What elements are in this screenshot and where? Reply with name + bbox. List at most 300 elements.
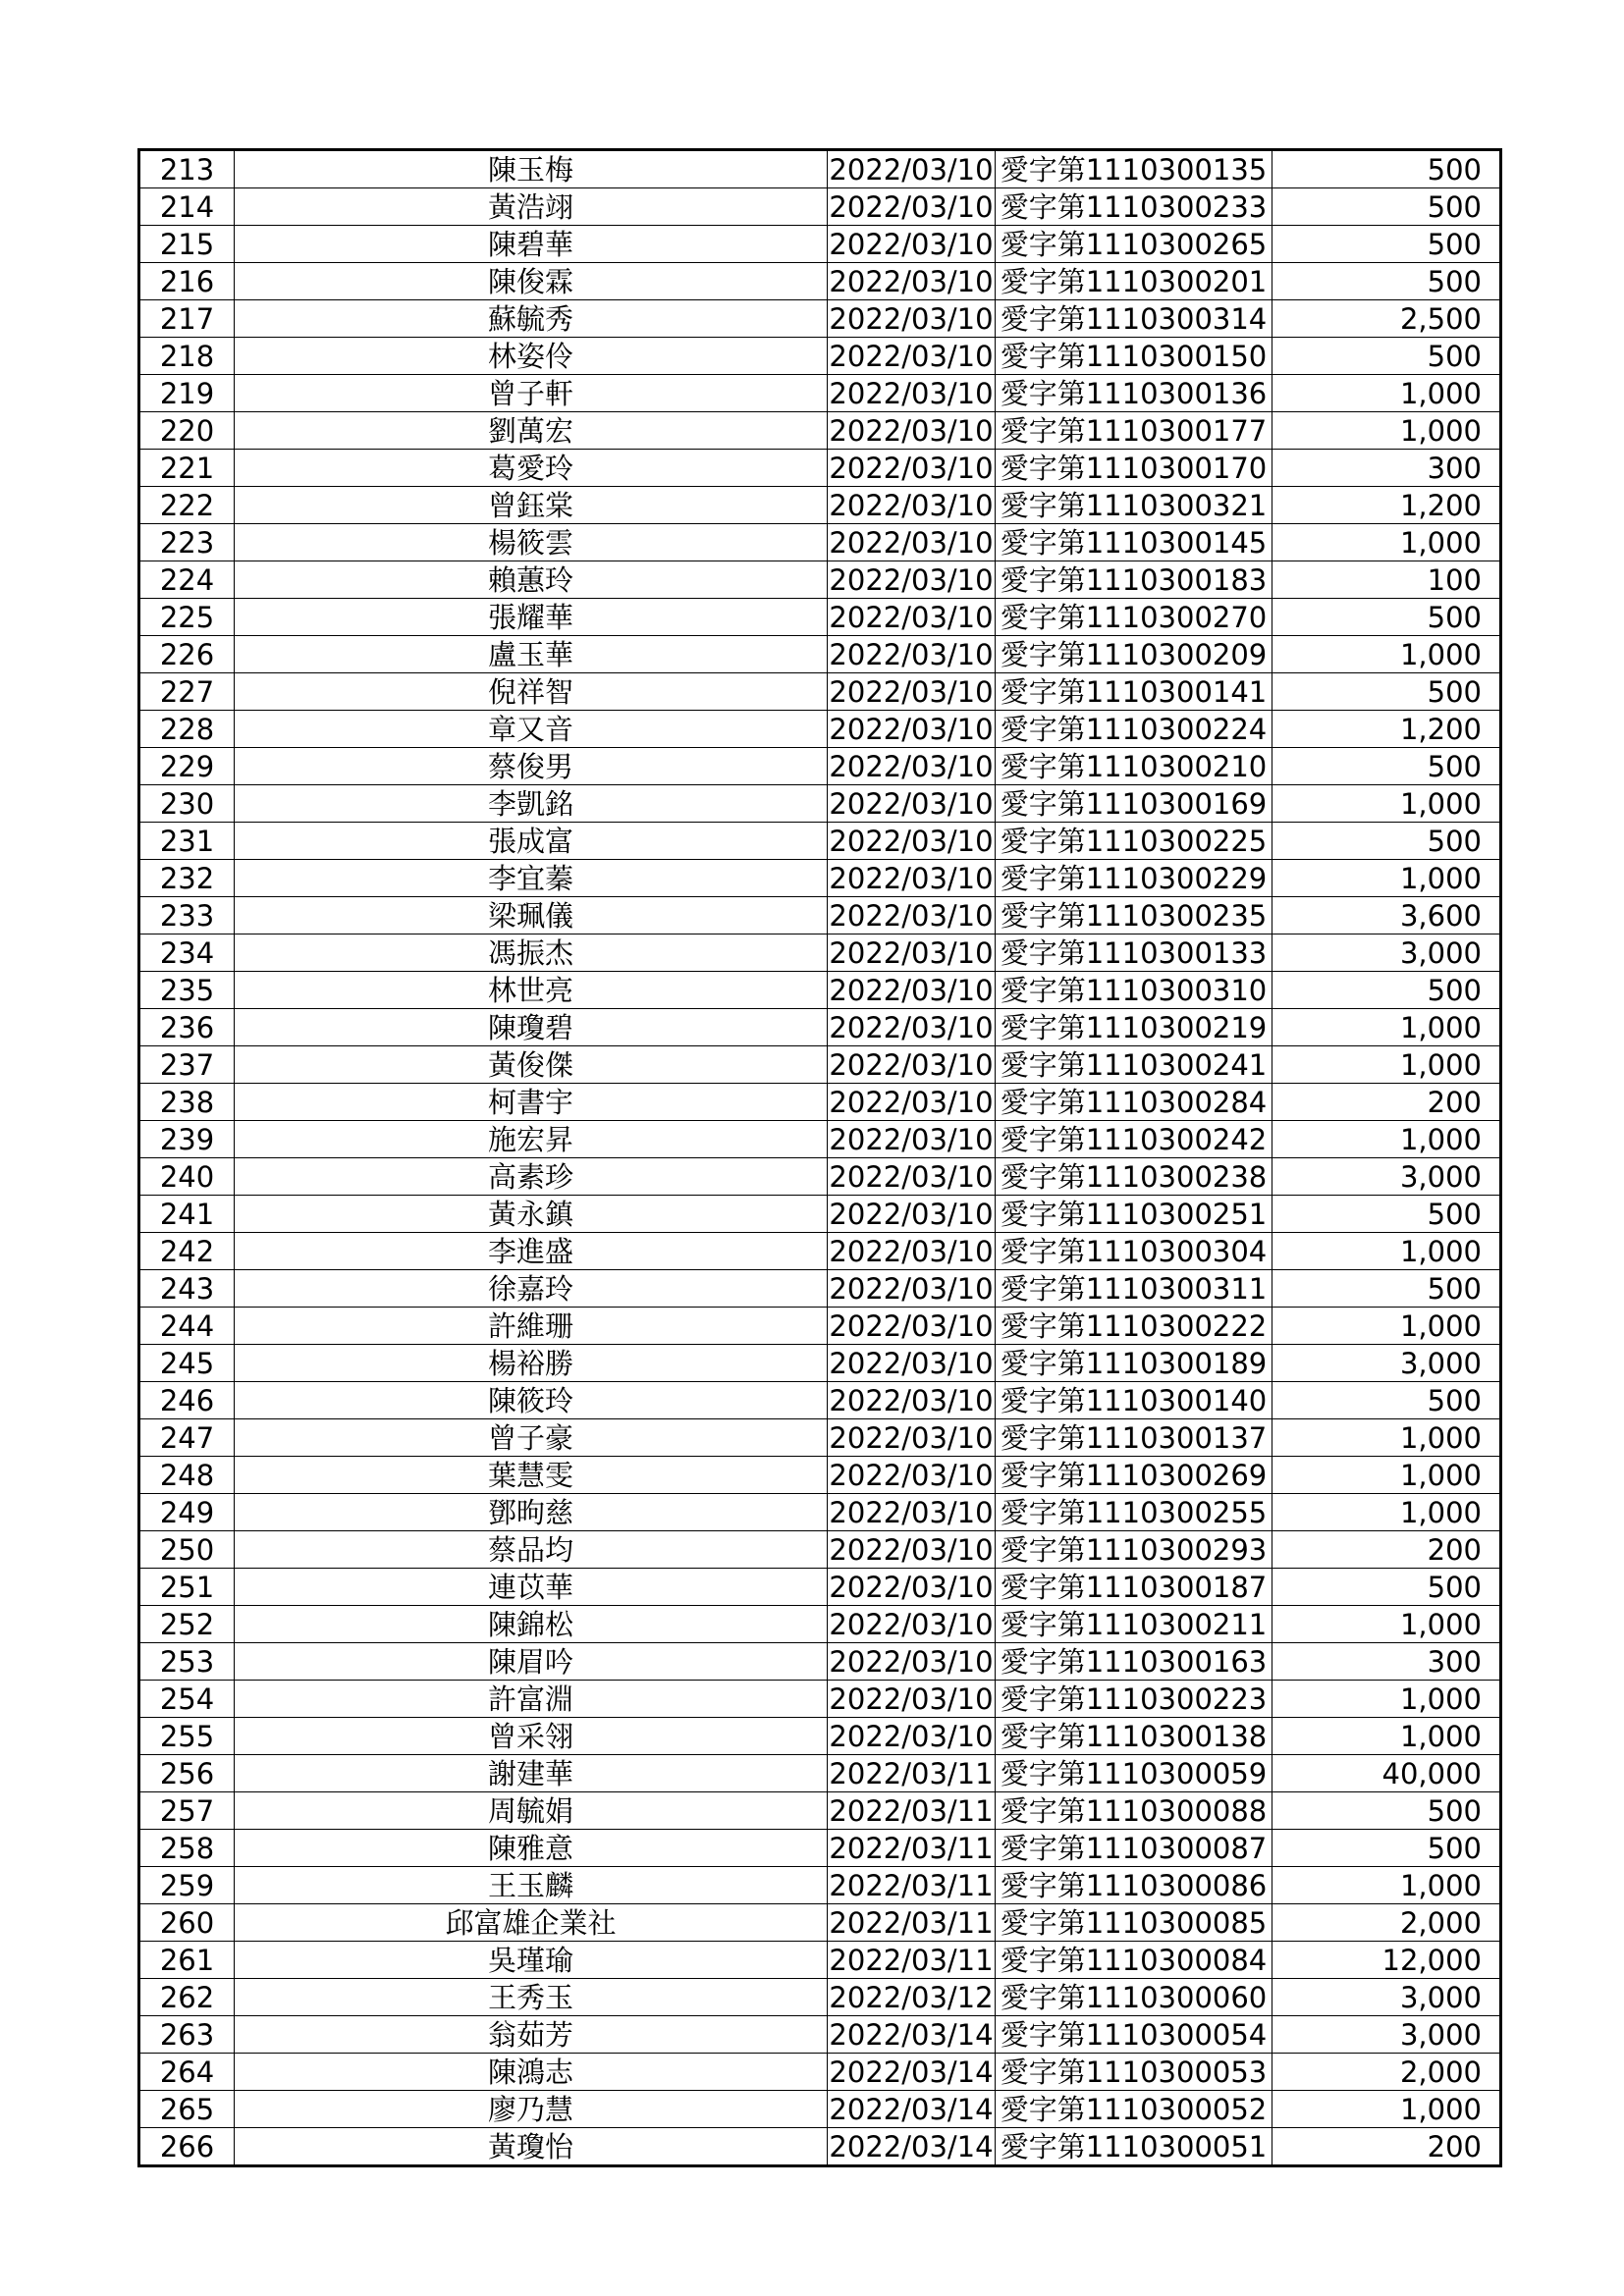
table-row [139, 226, 1501, 263]
amount-cell: 500 [1272, 263, 1501, 300]
donor-name-cell: 連苡華 [235, 1569, 828, 1606]
table-row [139, 934, 1501, 972]
amount-cell: 500 [1272, 1569, 1501, 1606]
row-number-cell: 216 [139, 263, 235, 300]
receipt-number-cell: 愛字第1110300051 [996, 2128, 1272, 2166]
row-number-cell: 247 [139, 1419, 235, 1457]
table-row [139, 1979, 1501, 2016]
row-number-cell: 221 [139, 450, 235, 487]
receipt-number-cell: 愛字第1110300235 [996, 897, 1272, 934]
amount-cell: 3,000 [1272, 1158, 1501, 1196]
amount-cell: 1,000 [1272, 636, 1501, 673]
receipt-number-cell: 愛字第1110300150 [996, 338, 1272, 375]
receipt-number-cell: 愛字第1110300140 [996, 1382, 1272, 1419]
row-number-cell: 213 [139, 150, 235, 188]
amount-cell: 40,000 [1272, 1755, 1501, 1792]
amount-cell: 1,000 [1272, 1308, 1501, 1345]
receipt-number-cell: 愛字第1110300133 [996, 934, 1272, 972]
amount-cell: 500 [1272, 1830, 1501, 1867]
receipt-number-cell: 愛字第1110300311 [996, 1270, 1272, 1308]
table-row [139, 1606, 1501, 1643]
amount-cell: 1,000 [1272, 1681, 1501, 1718]
date-cell: 2022/03/10 [829, 264, 994, 298]
donor-name-cell: 曾子豪 [235, 1419, 828, 1457]
amount-cell: 200 [1272, 1531, 1501, 1569]
donor-name-cell: 徐嘉玲 [235, 1270, 828, 1308]
table-row [139, 897, 1501, 934]
receipt-number-cell: 愛字第1110300255 [996, 1494, 1272, 1531]
row-number-cell: 236 [139, 1009, 235, 1046]
table-row [139, 1158, 1501, 1196]
row-number-cell: 243 [139, 1270, 235, 1308]
row-number-cell: 241 [139, 1196, 235, 1233]
donor-name-cell: 葛愛玲 [235, 450, 828, 487]
amount-cell: 1,000 [1272, 785, 1501, 823]
amount-cell: 2,000 [1272, 1904, 1501, 1942]
date-cell: 2022/03/10 [829, 973, 994, 1007]
receipt-number-cell: 愛字第1110300086 [996, 1867, 1272, 1904]
table-row [139, 300, 1501, 338]
date-cell: 2022/03/10 [829, 189, 994, 224]
table-row [139, 1904, 1501, 1942]
amount-cell: 200 [1272, 1084, 1501, 1121]
row-number-cell: 227 [139, 673, 235, 711]
table-row [139, 1084, 1501, 1121]
receipt-number-cell: 愛字第1110300314 [996, 300, 1272, 338]
donor-name-cell: 張成富 [235, 823, 828, 860]
donor-name-cell: 楊裕勝 [235, 1345, 828, 1382]
donor-name-cell: 陳筱玲 [235, 1382, 828, 1419]
donor-name-cell: 蘇毓秀 [235, 300, 828, 338]
date-cell: 2022/03/10 [829, 451, 994, 485]
date-cell: 2022/03/11 [829, 1793, 994, 1828]
receipt-number-cell: 愛字第1110300219 [996, 1009, 1272, 1046]
table-row [139, 1681, 1501, 1718]
table-row [139, 1867, 1501, 1904]
receipt-number-cell: 愛字第1110300141 [996, 673, 1272, 711]
table-row [139, 1308, 1501, 1345]
donor-name-cell: 梁珮儀 [235, 897, 828, 934]
donor-name-cell: 倪祥智 [235, 673, 828, 711]
table-row [139, 1494, 1501, 1531]
donor-name-cell: 馮振杰 [235, 934, 828, 972]
date-cell: 2022/03/11 [829, 1868, 994, 1902]
amount-cell: 500 [1272, 1382, 1501, 1419]
table-row [139, 1718, 1501, 1755]
row-number-cell: 215 [139, 226, 235, 263]
date-cell: 2022/03/10 [829, 1495, 994, 1529]
table-row [139, 1233, 1501, 1270]
receipt-number-cell: 愛字第1110300169 [996, 785, 1272, 823]
date-cell: 2022/03/10 [829, 339, 994, 373]
receipt-number-cell: 愛字第1110300310 [996, 972, 1272, 1009]
donor-name-cell: 陳俊霖 [235, 263, 828, 300]
date-cell: 2022/03/10 [829, 1308, 994, 1343]
amount-cell: 200 [1272, 2128, 1501, 2166]
table-row [139, 412, 1501, 450]
row-number-cell: 234 [139, 934, 235, 972]
receipt-number-cell: 愛字第1110300183 [996, 561, 1272, 599]
receipt-number-cell: 愛字第1110300087 [996, 1830, 1272, 1867]
amount-cell: 500 [1272, 150, 1501, 188]
row-number-cell: 250 [139, 1531, 235, 1569]
table-row [139, 450, 1501, 487]
amount-cell: 1,000 [1272, 1494, 1501, 1531]
date-cell: 2022/03/10 [829, 749, 994, 783]
date-cell: 2022/03/10 [829, 1458, 994, 1492]
receipt-number-cell: 愛字第1110300084 [996, 1942, 1272, 1979]
table-row [139, 599, 1501, 636]
amount-cell: 2,000 [1272, 2054, 1501, 2091]
amount-cell: 1,000 [1272, 1009, 1501, 1046]
table-row [139, 673, 1501, 711]
amount-cell: 1,000 [1272, 1867, 1501, 1904]
amount-cell: 500 [1272, 673, 1501, 711]
date-cell: 2022/03/10 [829, 1085, 994, 1119]
receipt-number-cell: 愛字第1110300270 [996, 599, 1272, 636]
amount-cell: 1,000 [1272, 860, 1501, 897]
amount-cell: 1,000 [1272, 524, 1501, 561]
donor-name-cell: 高素珍 [235, 1158, 828, 1196]
receipt-number-cell: 愛字第1110300145 [996, 524, 1272, 561]
table-row [139, 1009, 1501, 1046]
date-cell: 2022/03/10 [829, 1383, 994, 1417]
table-row [139, 2016, 1501, 2054]
amount-cell: 1,000 [1272, 1718, 1501, 1755]
donor-name-cell: 黃瓊怡 [235, 2128, 828, 2166]
receipt-number-cell: 愛字第1110300224 [996, 711, 1272, 748]
amount-cell: 3,600 [1272, 897, 1501, 934]
amount-cell: 300 [1272, 1643, 1501, 1681]
donor-name-cell: 李凱銘 [235, 785, 828, 823]
row-number-cell: 254 [139, 1681, 235, 1718]
donor-name-cell: 楊筱雲 [235, 524, 828, 561]
row-number-cell: 219 [139, 375, 235, 412]
row-number-cell: 257 [139, 1792, 235, 1830]
table-row [139, 785, 1501, 823]
table-row [139, 1792, 1501, 1830]
amount-cell: 12,000 [1272, 1942, 1501, 1979]
receipt-number-cell: 愛字第1110300187 [996, 1569, 1272, 1606]
receipt-number-cell: 愛字第1110300085 [996, 1904, 1272, 1942]
amount-cell: 3,000 [1272, 1345, 1501, 1382]
table-row [139, 263, 1501, 300]
donor-name-cell: 許富淵 [235, 1681, 828, 1718]
row-number-cell: 261 [139, 1942, 235, 1979]
donor-name-cell: 陳碧華 [235, 226, 828, 263]
table-row [139, 860, 1501, 897]
amount-cell: 500 [1272, 748, 1501, 785]
receipt-number-cell: 愛字第1110300241 [996, 1046, 1272, 1084]
amount-cell: 500 [1272, 226, 1501, 263]
row-number-cell: 230 [139, 785, 235, 823]
row-number-cell: 217 [139, 300, 235, 338]
donor-name-cell: 李宜蓁 [235, 860, 828, 897]
receipt-number-cell: 愛字第1110300054 [996, 2016, 1272, 2054]
table-row [139, 1830, 1501, 1867]
date-cell: 2022/03/10 [829, 637, 994, 671]
row-number-cell: 249 [139, 1494, 235, 1531]
table-row [139, 1121, 1501, 1158]
date-cell: 2022/03/10 [829, 824, 994, 858]
row-number-cell: 255 [139, 1718, 235, 1755]
donor-name-cell: 曾采翎 [235, 1718, 828, 1755]
row-number-cell: 265 [139, 2091, 235, 2128]
row-number-cell: 214 [139, 188, 235, 226]
date-cell: 2022/03/10 [829, 227, 994, 261]
row-number-cell: 235 [139, 972, 235, 1009]
receipt-number-cell: 愛字第1110300136 [996, 375, 1272, 412]
row-number-cell: 220 [139, 412, 235, 450]
table-row [139, 748, 1501, 785]
donor-name-cell: 蔡俊男 [235, 748, 828, 785]
donor-name-cell: 黃俊傑 [235, 1046, 828, 1084]
table-row [139, 1643, 1501, 1681]
donor-name-cell: 陳眉吟 [235, 1643, 828, 1681]
date-cell: 2022/03/10 [829, 413, 994, 448]
receipt-number-cell: 愛字第1110300163 [996, 1643, 1272, 1681]
amount-cell: 3,000 [1272, 2016, 1501, 2054]
amount-cell: 500 [1272, 823, 1501, 860]
receipt-number-cell: 愛字第1110300060 [996, 1979, 1272, 2016]
donor-name-cell: 謝建華 [235, 1755, 828, 1792]
donor-name-cell: 吳瑾瑜 [235, 1942, 828, 1979]
date-cell: 2022/03/10 [829, 935, 994, 970]
donor-name-cell: 黃浩翊 [235, 188, 828, 226]
table-row [139, 1942, 1501, 1979]
receipt-number-cell: 愛字第1110300293 [996, 1531, 1272, 1569]
receipt-number-cell: 愛字第1110300210 [996, 748, 1272, 785]
row-number-cell: 238 [139, 1084, 235, 1121]
row-number-cell: 256 [139, 1755, 235, 1792]
row-number-cell: 224 [139, 561, 235, 599]
row-number-cell: 223 [139, 524, 235, 561]
date-cell: 2022/03/14 [828, 2128, 996, 2166]
date-cell: 2022/03/10 [829, 1271, 994, 1306]
date-cell: 2022/03/11 [829, 1756, 994, 1790]
donor-name-cell: 章又音 [235, 711, 828, 748]
receipt-number-cell: 愛字第1110300321 [996, 487, 1272, 524]
table-row [139, 1196, 1501, 1233]
amount-cell: 500 [1272, 599, 1501, 636]
donor-name-cell: 賴蕙玲 [235, 561, 828, 599]
amount-cell: 500 [1272, 1792, 1501, 1830]
date-cell: 2022/03/10 [829, 376, 994, 410]
date-cell: 2022/03/10 [829, 1644, 994, 1679]
table-row [139, 338, 1501, 375]
row-number-cell: 262 [139, 1979, 235, 2016]
table-row [139, 188, 1501, 226]
table-row [139, 823, 1501, 860]
date-cell: 2022/03/10 [829, 786, 994, 821]
date-cell: 2022/03/10 [829, 674, 994, 709]
donor-name-cell: 翁茹芳 [235, 2016, 828, 2054]
donor-name-cell: 張耀華 [235, 599, 828, 636]
date-cell: 2022/03/10 [829, 1159, 994, 1194]
row-number-cell: 244 [139, 1308, 235, 1345]
date-cell: 2022/03/11 [829, 1943, 994, 1977]
row-number-cell: 266 [139, 2128, 235, 2166]
row-number-cell: 260 [139, 1904, 235, 1942]
receipt-number-cell: 愛字第1110300135 [996, 150, 1272, 188]
date-cell: 2022/03/10 [829, 1532, 994, 1567]
donor-name-cell: 劉萬宏 [235, 412, 828, 450]
table-row [139, 487, 1501, 524]
table-row [139, 1382, 1501, 1419]
receipt-number-cell: 愛字第1110300265 [996, 226, 1272, 263]
table-row [139, 375, 1501, 412]
receipt-number-cell: 愛字第1110300223 [996, 1681, 1272, 1718]
table-row [139, 972, 1501, 1009]
amount-cell: 1,000 [1272, 1233, 1501, 1270]
date-cell: 2022/03/11 [829, 1831, 994, 1865]
row-number-cell: 228 [139, 711, 235, 748]
table-row [139, 1419, 1501, 1457]
date-cell: 2022/03/11 [829, 1905, 994, 1940]
receipt-number-cell: 愛字第1110300138 [996, 1718, 1272, 1755]
date-cell: 2022/03/10 [829, 1719, 994, 1753]
date-cell: 2022/03/14 [829, 2092, 994, 2126]
amount-cell: 3,000 [1272, 934, 1501, 972]
row-number-cell: 258 [139, 1830, 235, 1867]
row-number-cell: 225 [139, 599, 235, 636]
table-row [139, 2054, 1501, 2091]
receipt-number-cell: 愛字第1110300170 [996, 450, 1272, 487]
donor-name-cell: 周毓娟 [235, 1792, 828, 1830]
date-cell: 2022/03/10 [829, 712, 994, 746]
receipt-number-cell: 愛字第1110300229 [996, 860, 1272, 897]
row-number-cell: 232 [139, 860, 235, 897]
row-number-cell: 240 [139, 1158, 235, 1196]
row-number-cell: 264 [139, 2054, 235, 2091]
date-cell: 2022/03/12 [829, 1980, 994, 2014]
donor-name-cell: 盧玉華 [235, 636, 828, 673]
date-cell: 2022/03/10 [829, 898, 994, 933]
donor-name-cell: 林世亮 [235, 972, 828, 1009]
receipt-number-cell: 愛字第1110300225 [996, 823, 1272, 860]
row-number-cell: 222 [139, 487, 235, 524]
row-number-cell: 253 [139, 1643, 235, 1681]
amount-cell: 100 [1272, 561, 1501, 599]
date-cell: 2022/03/14 [829, 2017, 994, 2052]
receipt-number-cell: 愛字第1110300238 [996, 1158, 1272, 1196]
row-number-cell: 259 [139, 1867, 235, 1904]
row-number-cell: 242 [139, 1233, 235, 1270]
row-number-cell: 263 [139, 2016, 235, 2054]
donor-name-cell: 邱富雄企業社 [235, 1904, 828, 1942]
date-cell: 2022/03/10 [829, 1047, 994, 1082]
receipt-number-cell: 愛字第1110300053 [996, 2054, 1272, 2091]
donor-name-cell: 李進盛 [235, 1233, 828, 1270]
date-cell: 2022/03/10 [829, 562, 994, 597]
date-cell: 2022/03/10 [829, 1010, 994, 1044]
donor-name-cell: 陳鴻志 [235, 2054, 828, 2091]
receipt-number-cell: 愛字第1110300177 [996, 412, 1272, 450]
receipt-number-cell: 愛字第1110300222 [996, 1308, 1272, 1345]
donation-table [137, 148, 1502, 2167]
donor-name-cell: 廖乃慧 [235, 2091, 828, 2128]
receipt-number-cell: 愛字第1110300201 [996, 263, 1272, 300]
donor-name-cell: 鄧昫慈 [235, 1494, 828, 1531]
donor-name-cell: 陳瓊碧 [235, 1009, 828, 1046]
amount-cell: 1,200 [1272, 711, 1501, 748]
donor-name-cell: 王秀玉 [235, 1979, 828, 2016]
receipt-number-cell: 愛字第1110300211 [996, 1606, 1272, 1643]
row-number-cell: 248 [139, 1457, 235, 1494]
donor-name-cell: 葉慧雯 [235, 1457, 828, 1494]
amount-cell: 1,000 [1272, 1046, 1501, 1084]
amount-cell: 300 [1272, 450, 1501, 487]
amount-cell: 3,000 [1272, 1979, 1501, 2016]
table-body [139, 150, 1501, 2166]
table-row [139, 1755, 1501, 1792]
receipt-number-cell: 愛字第1110300189 [996, 1345, 1272, 1382]
receipt-number-cell: 愛字第1110300284 [996, 1084, 1272, 1121]
row-number-cell: 251 [139, 1569, 235, 1606]
date-cell: 2022/03/10 [829, 1607, 994, 1641]
date-cell: 2022/03/10 [829, 600, 994, 634]
row-number-cell: 218 [139, 338, 235, 375]
row-number-cell: 226 [139, 636, 235, 673]
date-cell: 2022/03/10 [829, 861, 994, 895]
receipt-number-cell: 愛字第1110300233 [996, 188, 1272, 226]
table-row [139, 561, 1501, 599]
table-row [139, 2128, 1501, 2166]
receipt-number-cell: 愛字第1110300242 [996, 1121, 1272, 1158]
amount-cell: 500 [1272, 972, 1501, 1009]
donor-name-cell: 陳雅意 [235, 1830, 828, 1867]
date-cell: 2022/03/10 [829, 488, 994, 522]
amount-cell: 2,500 [1272, 300, 1501, 338]
donor-name-cell: 林姿伶 [235, 338, 828, 375]
receipt-number-cell: 愛字第1110300059 [996, 1755, 1272, 1792]
table-row [139, 1569, 1501, 1606]
table-row [139, 1345, 1501, 1382]
amount-cell: 500 [1272, 1270, 1501, 1308]
receipt-number-cell: 愛字第1110300251 [996, 1196, 1272, 1233]
date-cell: 2022/03/10 [829, 1570, 994, 1604]
table-row [139, 1457, 1501, 1494]
amount-cell: 500 [1272, 1196, 1501, 1233]
table-row [139, 524, 1501, 561]
date-cell: 2022/03/10 [829, 1346, 994, 1380]
amount-cell: 1,000 [1272, 1121, 1501, 1158]
date-cell: 2022/03/10 [829, 525, 994, 560]
row-number-cell: 229 [139, 748, 235, 785]
amount-cell: 500 [1272, 188, 1501, 226]
date-cell: 2022/03/10 [829, 301, 994, 336]
amount-cell: 1,000 [1272, 2091, 1501, 2128]
receipt-number-cell: 愛字第1110300052 [996, 2091, 1272, 2128]
donor-name-cell: 曾子軒 [235, 375, 828, 412]
amount-cell: 1,000 [1272, 1419, 1501, 1457]
donor-name-cell: 施宏昇 [235, 1121, 828, 1158]
donor-name-cell: 陳錦松 [235, 1606, 828, 1643]
table-row [139, 1531, 1501, 1569]
row-number-cell: 231 [139, 823, 235, 860]
table-row [139, 1270, 1501, 1308]
receipt-number-cell: 愛字第1110300209 [996, 636, 1272, 673]
row-number-cell: 252 [139, 1606, 235, 1643]
date-cell: 2022/03/10 [828, 150, 996, 188]
donor-name-cell: 陳玉梅 [235, 150, 828, 188]
receipt-number-cell: 愛字第1110300088 [996, 1792, 1272, 1830]
table-row [139, 1046, 1501, 1084]
date-cell: 2022/03/10 [829, 1682, 994, 1716]
amount-cell: 1,000 [1272, 412, 1501, 450]
amount-cell: 1,000 [1272, 1606, 1501, 1643]
row-number-cell: 246 [139, 1382, 235, 1419]
